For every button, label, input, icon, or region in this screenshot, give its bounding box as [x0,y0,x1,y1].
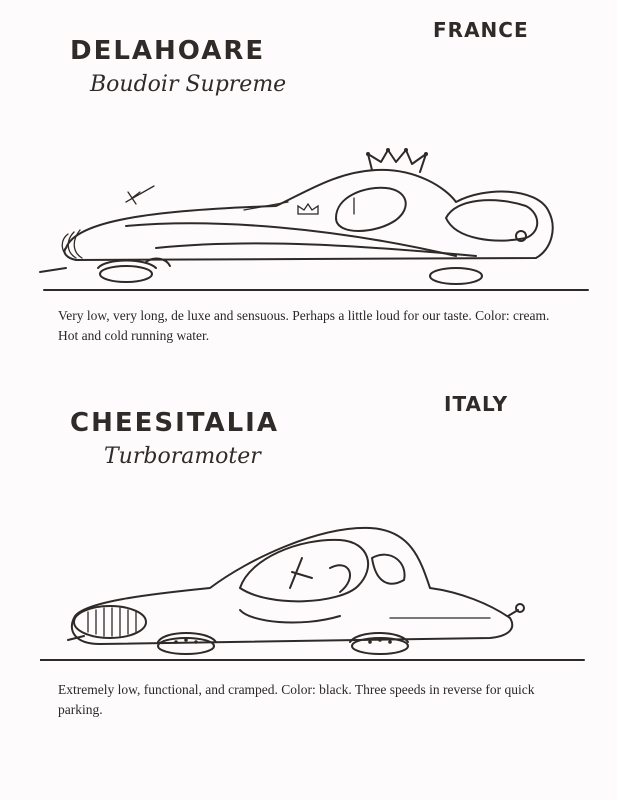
luxury-sports-car-with-crown-icon [36,148,596,298]
car-description: Very low, very long, de luxe and sensuous. Perhaps a little loud for our taste. Color: cream. Hot and cold running water. [58,308,550,343]
car-name: DELAHOARE [70,36,266,66]
car-description: Extremely low, functional, and cramped. Color: black. Three speeds in reverse for quick parking. [58,682,535,717]
car-model: Turboramoter [104,444,261,469]
country-label: ITALY [444,392,509,416]
car-name: CHEESITALIA [70,408,279,438]
car-model: Boudoir Supreme [90,72,287,97]
country-label: FRANCE [433,18,529,42]
bubble-canopy-race-car-icon [40,518,600,668]
